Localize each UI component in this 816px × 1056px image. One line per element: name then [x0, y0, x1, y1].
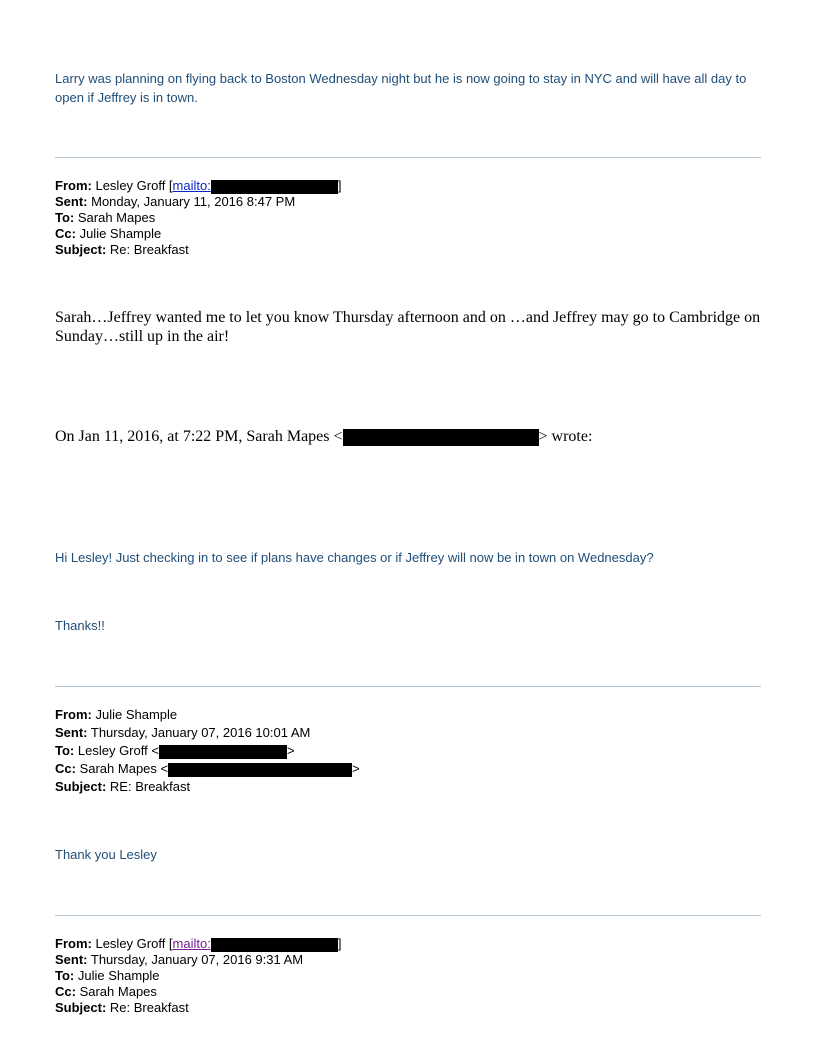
body-paragraph-sarah: Sarah…Jeffrey wanted me to let you know Thursday afternoon and on …and Jeffrey may go to Cambridge on Sunday…still up in the air! [55, 309, 761, 345]
redaction-box [211, 180, 338, 194]
body-paragraph-thankyou: Thank you Lesley [55, 847, 157, 862]
mailto-link[interactable]: mailto: [172, 936, 211, 951]
body-paragraph-larry: Larry was planning on flying back to Boston Wednesday night but he is now going to stay in NYC and will have all day to open if Jeffrey is in town. [55, 71, 747, 105]
cc-line: Cc: Sarah Mapes [55, 984, 157, 999]
separator-rule [55, 915, 761, 916]
sent-line: Sent: Thursday, January 07, 2016 10:01 AM [55, 725, 311, 740]
subject-line: Subject: Re: Breakfast [55, 242, 189, 257]
body-paragraph-thanks: Thanks!! [55, 618, 105, 633]
quote-line: On Jan 11, 2016, at 7:22 PM, Sarah Mapes < > wrote: [55, 428, 593, 445]
from-line: From: Lesley Groff [mailto: ] [55, 936, 342, 951]
to-line: To: Lesley Groff < > [55, 743, 295, 758]
email-header-1 [55, 178, 341, 258]
to-line: To: Julie Shample [55, 968, 160, 983]
subject-line: Subject: Re: Breakfast [55, 1000, 189, 1015]
cc-line: Cc: Sarah Mapes < > [55, 761, 360, 776]
separator-rule [55, 686, 761, 687]
to-line: To: Sarah Mapes [55, 210, 156, 225]
cc-line: Cc: Julie Shample [55, 226, 162, 241]
sent-line: Sent: Monday, January 11, 2016 8:47 PM [55, 194, 296, 209]
redaction-box [343, 429, 539, 446]
mailto-link[interactable]: mailto: [172, 178, 211, 193]
email-header-3 [55, 936, 341, 1016]
redaction-box [168, 763, 352, 777]
email-header-2 [55, 706, 360, 796]
redaction-box [211, 938, 338, 952]
redaction-box [159, 745, 287, 759]
from-name: Lesley Groff [ [95, 936, 173, 951]
from-line: From: Lesley Groff [mailto: ] [55, 178, 342, 193]
body-paragraph-hi: Hi Lesley! Just checking in to see if plans have changes or if Jeffrey will now be in town on Wednesday? [55, 550, 654, 565]
subject-line: Subject: RE: Breakfast [55, 779, 191, 794]
from-line: From: Julie Shample [55, 707, 178, 722]
from-name: Lesley Groff [ [95, 178, 173, 193]
sent-line: Sent: Thursday, January 07, 2016 9:31 AM [55, 952, 304, 967]
separator-rule [55, 157, 761, 158]
